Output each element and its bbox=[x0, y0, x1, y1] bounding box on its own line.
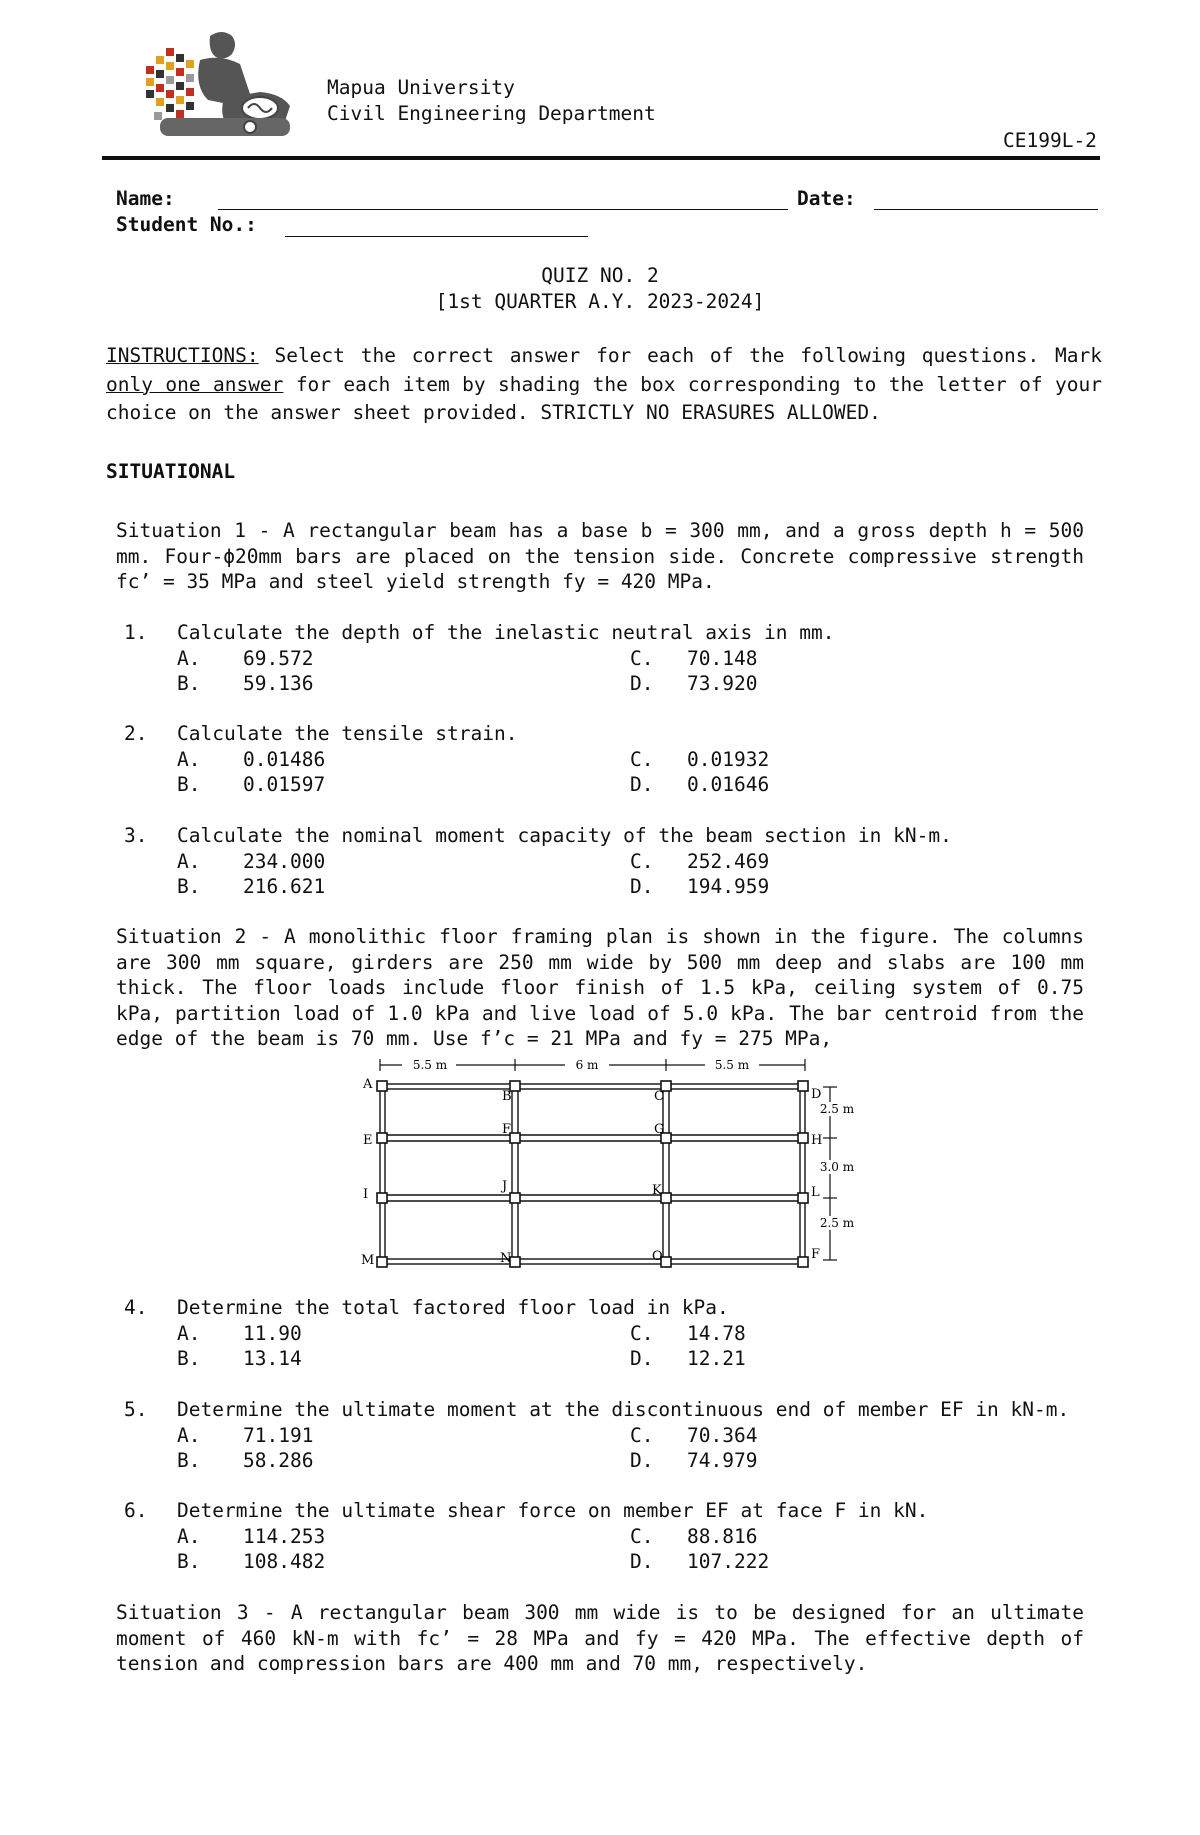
question-5 bbox=[124, 1397, 1124, 1474]
option-c-label: C. bbox=[630, 1321, 654, 1345]
option-a: 114.253 bbox=[243, 1524, 326, 1548]
option-a: 69.572 bbox=[243, 646, 314, 670]
option-b-label: B. bbox=[177, 1449, 201, 1472]
option-a-label: A. bbox=[177, 849, 201, 873]
quiz-title: QUIZ NO. 2 bbox=[541, 264, 659, 287]
option-d-label: D. bbox=[630, 1449, 654, 1472]
node-i: I bbox=[363, 1187, 369, 1202]
question-1 bbox=[124, 620, 1124, 697]
node-g: G bbox=[654, 1122, 665, 1137]
question-number: 5. bbox=[124, 1398, 148, 1421]
bay-2-label: 3.0 m bbox=[819, 1160, 855, 1174]
option-a-label: A. bbox=[177, 1321, 201, 1345]
node-n: N bbox=[500, 1251, 512, 1266]
option-b-label: B. bbox=[177, 1550, 201, 1573]
question-number: 2. bbox=[124, 722, 148, 745]
header-rule bbox=[102, 156, 1100, 160]
instructions: INSTRUCTIONS: Select the correct answer for each of the following questions. Mark only one answer for each item by shading the box corresponding to the letter of your choice on the answer sheet provided. STRICTLY NO ERASURES ALLOWED. bbox=[106, 344, 1102, 424]
instructions-label: INSTRUCTIONS: bbox=[106, 344, 259, 367]
question-number: 6. bbox=[124, 1499, 148, 1522]
option-a: 71.191 bbox=[243, 1423, 314, 1447]
option-c: 252.469 bbox=[687, 849, 770, 873]
option-d: 73.920 bbox=[687, 672, 758, 695]
option-c: 14.78 bbox=[687, 1321, 746, 1345]
option-d-label: D. bbox=[630, 1347, 654, 1370]
question-text: Determine the ultimate moment at the discontinuous end of member EF in kN-m. bbox=[177, 1398, 1070, 1421]
option-d-label: D. bbox=[630, 1550, 654, 1573]
question-number: 1. bbox=[124, 621, 148, 644]
question-number: 3. bbox=[124, 824, 148, 847]
name-label: Name: bbox=[116, 187, 175, 210]
situation-1: Situation 1 - A rectangular beam has a base b = 300 mm, and a gross depth h = 500 mm. Four-ϕ20mm bars are placed on the tension side. Concrete compressive strength fc’ = 35 MPa and steel yield strength fy = 420 MPa. bbox=[116, 519, 1084, 593]
node-j: J bbox=[502, 1179, 508, 1194]
option-b-label: B. bbox=[177, 672, 201, 695]
question-text: Calculate the tensile strain. bbox=[177, 722, 518, 745]
university-logo bbox=[140, 26, 300, 146]
span-3-label: 5.5 m bbox=[714, 1058, 750, 1072]
node-c: C bbox=[654, 1089, 664, 1104]
name-field[interactable] bbox=[218, 209, 788, 210]
option-d: 194.959 bbox=[687, 875, 770, 898]
node-a: A bbox=[363, 1077, 373, 1092]
option-d: 0.01646 bbox=[687, 773, 770, 796]
option-c: 88.816 bbox=[687, 1524, 758, 1548]
quiz-subtitle: [1st QUARTER A.Y. 2023-2024] bbox=[435, 290, 765, 313]
section-label: SITUATIONAL bbox=[106, 460, 236, 483]
question-text: Calculate the nominal moment capacity of the beam section in kN-m. bbox=[177, 824, 952, 847]
option-b: 13.14 bbox=[243, 1347, 302, 1370]
option-a-label: A. bbox=[177, 646, 201, 670]
university-name: Mapua University bbox=[327, 76, 515, 99]
situation-2: Situation 2 - A monolithic floor framing plan is shown in the figure. The columns are 300 mm square, girders are 250 mm wide by 500 mm deep and slabs are 100 mm thick. The floor loads include floor finish of 1.5 kPa, ceiling system of 0.75 kPa, partition load of 1.0 kPa and live load of 5.0 kPa. The bar centroid from the edge of the beam is 70 mm. Use f’c = 21 MPa and fy = 275 MPa, bbox=[116, 925, 1084, 1050]
option-d-label: D. bbox=[630, 875, 654, 898]
span-2-label: 6 m bbox=[575, 1058, 599, 1072]
span-1-label: 5.5 m bbox=[412, 1058, 448, 1072]
node-k: K bbox=[652, 1183, 662, 1198]
option-a: 0.01486 bbox=[243, 747, 326, 771]
question-6 bbox=[124, 1498, 1124, 1575]
node-b: B bbox=[502, 1089, 512, 1104]
option-c-label: C. bbox=[630, 646, 654, 670]
option-c-label: C. bbox=[630, 747, 654, 771]
option-d: 12.21 bbox=[687, 1347, 746, 1370]
option-d: 74.979 bbox=[687, 1449, 758, 1472]
course-code: CE199L-2 bbox=[1003, 129, 1097, 152]
option-c: 70.364 bbox=[687, 1423, 758, 1447]
date-label: Date: bbox=[797, 187, 856, 210]
student-no-label: Student No.: bbox=[116, 213, 257, 236]
option-d-label: D. bbox=[630, 773, 654, 796]
option-b: 58.286 bbox=[243, 1449, 314, 1472]
option-d: 107.222 bbox=[687, 1550, 770, 1573]
option-a: 11.90 bbox=[243, 1321, 302, 1345]
date-field[interactable] bbox=[874, 209, 1098, 210]
question-4 bbox=[124, 1295, 1124, 1372]
instructions-emphasis: only one answer bbox=[106, 372, 284, 396]
department-name: Civil Engineering Department bbox=[327, 102, 656, 125]
option-b: 0.01597 bbox=[243, 773, 326, 796]
option-b-label: B. bbox=[177, 875, 201, 898]
node-d: D bbox=[811, 1087, 822, 1102]
option-a-label: A. bbox=[177, 1524, 201, 1548]
question-2 bbox=[124, 721, 1124, 798]
node-o: O bbox=[652, 1249, 663, 1264]
option-b: 216.621 bbox=[243, 875, 326, 898]
option-d-label: D. bbox=[630, 672, 654, 695]
option-b: 59.136 bbox=[243, 672, 314, 695]
option-b: 108.482 bbox=[243, 1550, 326, 1573]
node-m: M bbox=[361, 1253, 375, 1268]
option-c-label: C. bbox=[630, 1524, 654, 1548]
option-b-label: B. bbox=[177, 1347, 201, 1370]
bay-1-label: 2.5 m bbox=[819, 1102, 855, 1116]
situation-3: Situation 3 - A rectangular beam 300 mm wide is to be designed for an ultimate moment of 460 kN-m with fc’ = 28 MPa and fy = 420 MPa. The effective depth of tension and compression bars are 400 mm and 70 mm, respectively. bbox=[116, 1601, 1084, 1675]
option-c-label: C. bbox=[630, 849, 654, 873]
floor-framing-plan bbox=[360, 1054, 855, 1270]
node-l: L bbox=[811, 1185, 820, 1200]
option-c-label: C. bbox=[630, 1423, 654, 1447]
option-a-label: A. bbox=[177, 1423, 201, 1447]
node-p: F bbox=[811, 1247, 821, 1262]
node-e: E bbox=[363, 1133, 373, 1148]
option-a-label: A. bbox=[177, 747, 201, 771]
option-b-label: B. bbox=[177, 773, 201, 796]
question-text: Calculate the depth of the inelastic neutral axis in mm. bbox=[177, 621, 835, 644]
node-h: H bbox=[811, 1133, 823, 1148]
node-f: F bbox=[502, 1122, 512, 1137]
student-no-field[interactable] bbox=[285, 236, 588, 237]
question-text: Determine the total factored floor load in kPa. bbox=[177, 1296, 729, 1319]
question-number: 4. bbox=[124, 1296, 148, 1319]
option-a: 234.000 bbox=[243, 849, 326, 873]
option-c: 0.01932 bbox=[687, 747, 770, 771]
question-3 bbox=[124, 823, 1124, 900]
bay-3-label: 2.5 m bbox=[819, 1216, 855, 1230]
option-c: 70.148 bbox=[687, 646, 758, 670]
question-text: Determine the ultimate shear force on member EF at face F in kN. bbox=[177, 1499, 929, 1522]
